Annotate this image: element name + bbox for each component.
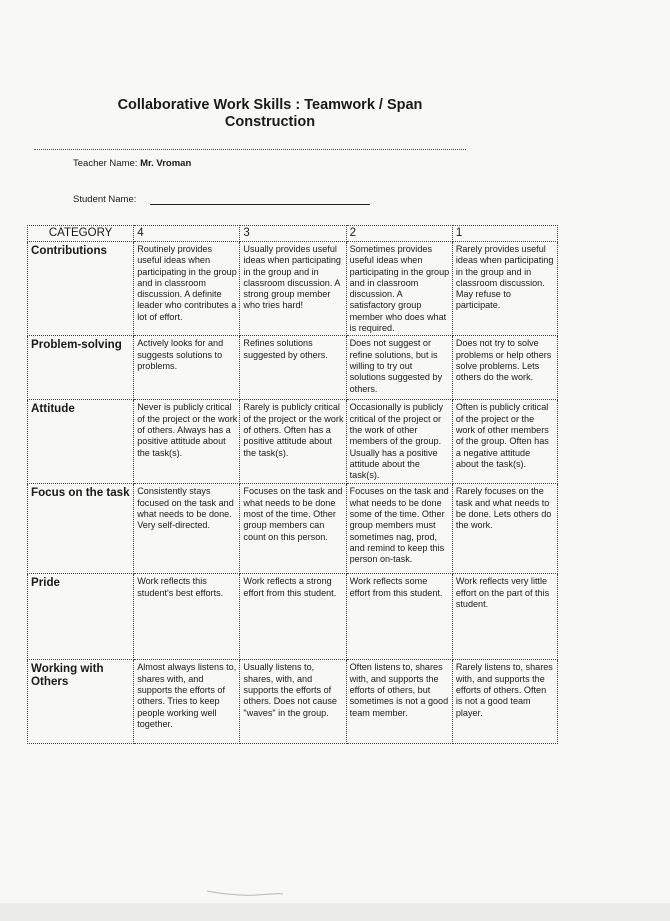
rubric-cell: Work reflects this student's best efforts. [134,574,240,660]
rubric-cell: Rarely focuses on the task and what needs to be done. Lets others do the work. [452,484,557,574]
rubric-cell: Sometimes provides useful ideas when participating in the group and in classroom discussion. A satisfactory group member who does what is required. [346,242,452,336]
row-category: Working with Others [28,660,134,744]
teacher-label: Teacher Name: [73,158,138,169]
title-divider [34,149,466,150]
row-category: Attitude [28,400,134,484]
header-score-1: 1 [452,226,557,242]
rubric-table [27,225,558,744]
rubric-cell: Work reflects very little effort on the part of this student. [452,574,557,660]
rubric-cell: Rarely listens to, shares with, and supports the efforts of others. Often is not a good team player. [452,660,557,744]
document-title [100,97,440,131]
rubric-cell: Usually listens to, shares, with, and supports the efforts of others. Does not cause "waves" in the group. [240,660,346,744]
rubric-header-row [28,226,558,242]
teacher-name-line [73,158,191,169]
rubric-cell: Focuses on the task and what needs to be done most of the time. Other group members can count on this person. [240,484,346,574]
rubric-cell: Consistently stays focused on the task and what needs to be done. Very self-directed. [134,484,240,574]
rubric-cell: Work reflects some effort from this student. [346,574,452,660]
rubric-cell: Routinely provides useful ideas when participating in the group and in classroom discussion. A definite leader who contributes a lot of effort. [134,242,240,336]
rubric-cell: Often is publicly critical of the project or the work of other members of the group. Often has a negative attitude about the task(s). [452,400,557,484]
rubric-cell: Never is publicly critical of the project or the work of others. Always has a positive attitude about the task(s). [134,400,240,484]
row-category: Problem-solving [28,336,134,400]
rubric-cell: Occasionally is publicly critical of the project or the work of other members of the group. Usually has a positive attitude about the task(s). [346,400,452,484]
rubric-cell: Focuses on the task and what needs to be done some of the time. Other group members must sometimes nag, prod, and remind to keep this person on-task. [346,484,452,574]
rubric-cell: Does not suggest or refine solutions, but is willing to try out solutions suggested by others. [346,336,452,400]
pencil-mark [205,885,285,899]
rubric-cell: Almost always listens to, shares with, and supports the efforts of others. Tries to keep people working well together. [134,660,240,744]
rubric-cell: Usually provides useful ideas when participating in the group and in classroom discussion. A strong group member who tries hard! [240,242,346,336]
header-score-2: 2 [346,226,452,242]
student-name-label: Student Name: [73,194,137,205]
table-row [28,484,558,574]
teacher-value: Mr. Vroman [140,158,192,169]
rubric-cell: Does not try to solve problems or help others solve problems. Lets others do the work. [452,336,557,400]
table-row [28,574,558,660]
rubric-cell: Refines solutions suggested by others. [240,336,346,400]
title-line-2: Construction [224,114,316,130]
table-row [28,242,558,336]
header-category: CATEGORY [28,226,134,242]
student-name-blank [150,204,370,205]
title-line-1: Collaborative Work Skills : Teamwork / Span [117,97,423,113]
rubric-cell: Rarely is publicly critical of the project or the work of others. Often has a positive attitude about the task(s). [240,400,346,484]
rubric-cell: Work reflects a strong effort from this student. [240,574,346,660]
scan-bottom-edge [0,903,670,921]
row-category: Contributions [28,242,134,336]
table-row [28,336,558,400]
rubric-cell: Often listens to, shares with, and supports the efforts of others, but sometimes is not a good team member. [346,660,452,744]
row-category: Focus on the task [28,484,134,574]
table-row [28,400,558,484]
rubric-cell: Actively looks for and suggests solutions to problems. [134,336,240,400]
rubric-cell: Rarely provides useful ideas when participating in the group and in classroom discussion. May refuse to participate. [452,242,557,336]
header-score-3: 3 [240,226,346,242]
header-score-4: 4 [134,226,240,242]
row-category: Pride [28,574,134,660]
table-row [28,660,558,744]
